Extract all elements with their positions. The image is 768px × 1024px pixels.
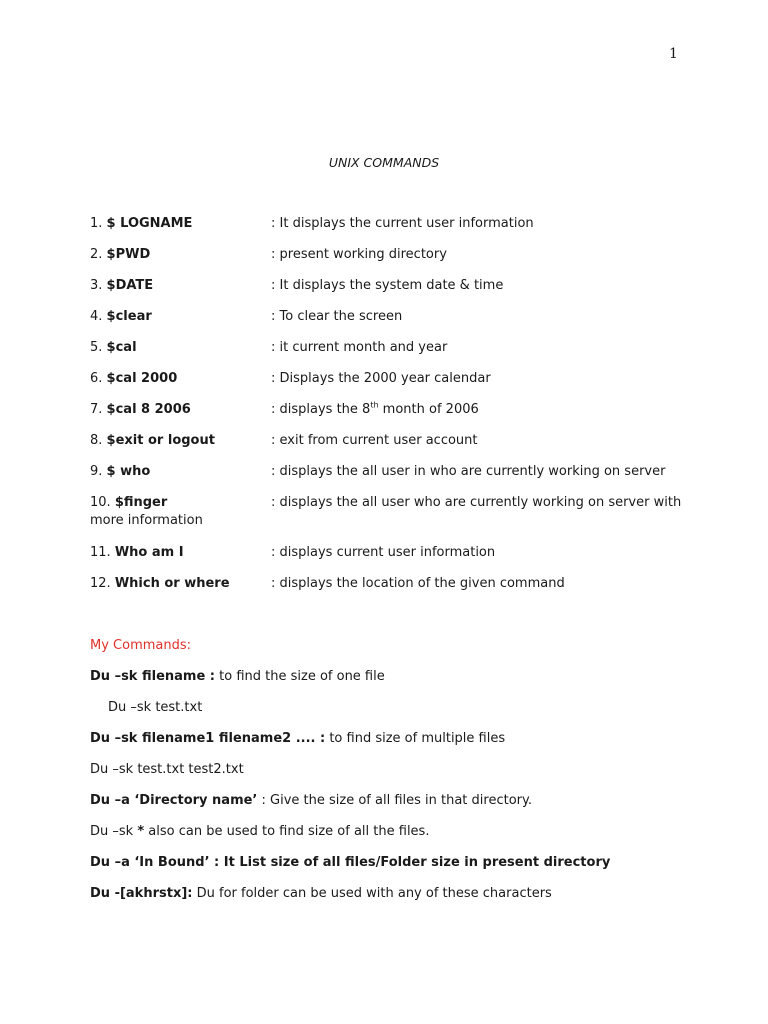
command-line — [90, 886, 730, 917]
desc-pre: : displays the 8 — [271, 402, 371, 417]
command-term: $PWD — [106, 247, 151, 262]
my-commands-section — [90, 638, 730, 917]
item-number: 6. — [90, 371, 107, 386]
item-number: 10. — [90, 495, 115, 510]
list-item — [90, 402, 690, 433]
command-explanation: also can be used to find size of all the files. — [144, 824, 430, 839]
command-line — [90, 793, 730, 824]
command-description: : displays current user information — [271, 545, 496, 560]
item-number: 7. — [90, 402, 107, 417]
command-term: $ LOGNAME — [106, 216, 193, 231]
command-term: Who am I — [114, 545, 184, 560]
item-number: 9. — [90, 464, 107, 479]
item-number: 2. — [90, 247, 107, 262]
page-number: 1 — [669, 46, 678, 62]
command-description: : It displays the system date & time — [271, 278, 504, 293]
command-term: $clear — [106, 309, 152, 324]
command-term: $DATE — [106, 278, 154, 293]
list-item — [90, 464, 690, 495]
list-item — [90, 576, 690, 607]
command-description: : Displays the 2000 year calendar — [271, 371, 491, 386]
command-term: $cal 2000 — [106, 371, 178, 386]
desc-post: month of 2006 — [378, 402, 479, 417]
item-number: 1. — [90, 216, 107, 231]
command-description: : exit from current user account — [271, 433, 478, 448]
command-term: $exit or logout — [106, 433, 215, 448]
list-item — [90, 433, 690, 464]
command-line — [90, 824, 730, 855]
command-description: : present working directory — [271, 247, 447, 262]
list-item — [90, 371, 690, 402]
command-syntax: Du -[akhrstx]: — [90, 886, 193, 901]
list-item — [90, 247, 690, 278]
item-number: 4. — [90, 309, 107, 324]
command-term: $cal — [106, 340, 137, 355]
item-number: 11. — [90, 545, 115, 560]
list-item — [90, 309, 690, 340]
command-explanation: : Give the size of all files in that directory. — [257, 793, 532, 808]
command-line — [90, 731, 730, 762]
page-title: UNIX COMMANDS — [328, 155, 440, 170]
list-item — [90, 340, 690, 371]
command-description: : displays the all user who are currently working on server with — [271, 495, 682, 510]
command-term: $cal 8 2006 — [106, 402, 191, 417]
command-term: $finger — [114, 495, 168, 510]
command-line — [90, 855, 730, 886]
example-text: Du –sk test.txt — [108, 700, 203, 715]
ordinal-suffix: th — [370, 400, 379, 410]
example-text: Du –sk test.txt test2.txt — [90, 762, 244, 777]
command-description: : It displays the current user information — [271, 216, 534, 231]
command-syntax: Du –a ‘Directory name’ — [90, 793, 258, 808]
list-item — [90, 278, 690, 309]
command-explanation: to find size of multiple files — [325, 731, 506, 746]
item-number: 12. — [90, 576, 115, 591]
list-item — [90, 545, 690, 576]
item-number: 3. — [90, 278, 107, 293]
command-syntax: Du –a ‘In Bound’ : It List size of all files/Folder size in present directory — [90, 855, 611, 870]
command-explanation: to find the size of one file — [215, 669, 385, 684]
command-description: : To clear the screen — [271, 309, 403, 324]
command-syntax: Du –sk filename : — [90, 669, 216, 684]
description-continuation: more information — [90, 513, 203, 528]
command-description: : displays the all user in who are currently working on server — [271, 464, 666, 479]
section-heading: My Commands: — [90, 638, 192, 653]
list-item — [90, 495, 690, 545]
command-prefix: Du –sk — [90, 824, 138, 839]
command-term: Which or where — [114, 576, 230, 591]
command-description — [271, 402, 479, 417]
wildcard: * — [137, 824, 145, 839]
command-description: : displays the location of the given command — [271, 576, 565, 591]
item-number: 5. — [90, 340, 107, 355]
command-explanation: Du for folder can be used with any of these characters — [192, 886, 552, 901]
item-number: 8. — [90, 433, 107, 448]
command-line — [90, 669, 730, 700]
command-description: : it current month and year — [271, 340, 448, 355]
command-example — [90, 700, 730, 731]
command-list — [90, 216, 690, 607]
command-syntax: Du –sk filename1 filename2 .... : — [90, 731, 326, 746]
list-item — [90, 216, 690, 247]
command-term: $ who — [106, 464, 151, 479]
command-example — [90, 762, 730, 793]
